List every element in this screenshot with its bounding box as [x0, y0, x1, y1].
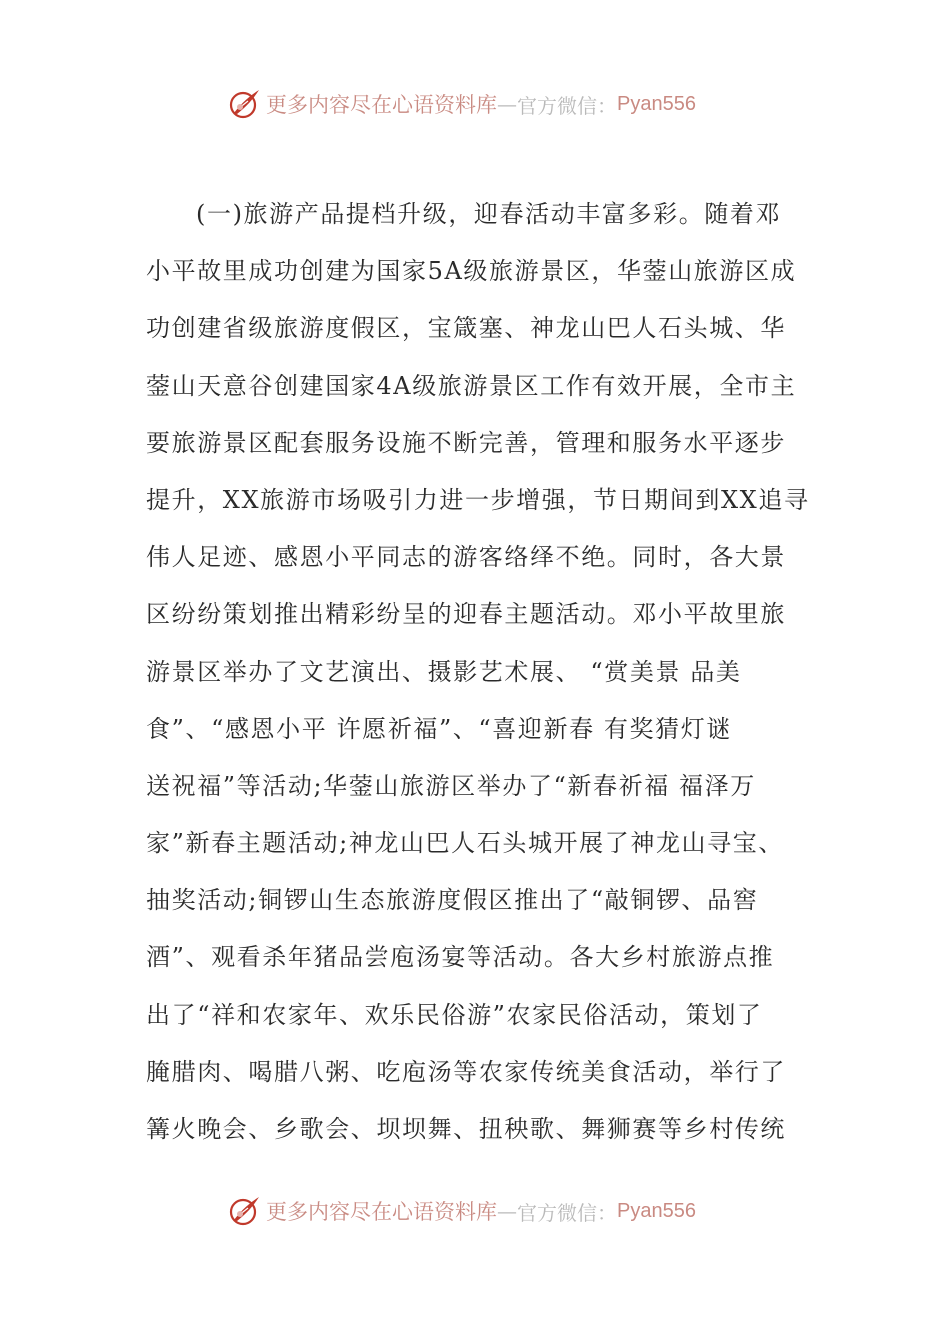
text-line: 出了“祥和农家年、欢乐民俗游”农家民俗活动，策划了: [146, 1000, 763, 1029]
watermark-main-text: 更多内容尽在心语资料库: [266, 93, 497, 117]
watermark-main-text: 更多内容尽在心语资料库: [266, 1200, 497, 1224]
watermark-wechat-id: Pyan556: [617, 1199, 696, 1222]
document-body: [146, 186, 810, 1158]
text-line: 区纷纷策划推出精彩纷呈的迎春主题活动。邓小平故里旅: [146, 600, 786, 629]
text-line: 蓥山天意谷创建国家4A级旅游景区工作有效开展，全市主: [146, 371, 797, 400]
text-line: 酒”、观看杀年猪品尝庖汤宴等活动。各大乡村旅游点推: [146, 943, 775, 972]
text-line: 送祝福”等活动;华蓥山旅游区举办了“新春祈福 福泽万: [146, 771, 756, 800]
quill-logo-icon: [228, 1194, 262, 1228]
text-line: 提升，XX旅游市场吸引力进一步增强，节日期间到XX追寻: [146, 485, 810, 514]
watermark-sub-text: 官方微信：: [517, 1200, 617, 1225]
watermark-sub-text: 官方微信：: [517, 93, 617, 118]
text-line: 抽奖活动;铜锣山生态旅游度假区推出了“敲铜锣、品窖: [146, 886, 759, 915]
text-line: 食”、“感恩小平 许愿祈福”、“喜迎新春 有奖猜灯谜: [146, 714, 732, 743]
watermark-header: [228, 84, 696, 124]
text-line: 篝火晚会、乡歌会、坝坝舞、扭秧歌、舞狮赛等乡村传统: [146, 1115, 786, 1143]
watermark-footer: [228, 1191, 696, 1231]
text-line: 要旅游景区配套服务设施不断完善，管理和服务水平逐步: [146, 428, 786, 457]
watermark-dash: —: [497, 1199, 517, 1223]
text-line: 伟人足迹、感恩小平同志的游客络绎不绝。同时，各大景: [146, 543, 786, 572]
text-line: 功创建省级旅游度假区，宝箴塞、神龙山巴人石头城、华: [146, 314, 786, 343]
text-line: 游景区举办了文艺演出、摄影艺术展、 “赏美景 品美: [146, 657, 742, 686]
text-line: 家”新春主题活动;神龙山巴人石头城开展了神龙山寻宝、: [146, 829, 784, 858]
text-line: (一)旅游产品提档升级，迎春活动丰富多彩。随着邓: [196, 200, 782, 228]
watermark-dash: —: [497, 92, 517, 116]
text-line: 小平故里成功创建为国家5A级旅游景区，华蓥山旅游区成: [146, 257, 797, 286]
watermark-wechat-id: Pyan556: [617, 92, 696, 115]
quill-logo-icon: [228, 87, 262, 121]
text-line: 腌腊肉、喝腊八粥、吃庖汤等农家传统美食活动，举行了: [146, 1057, 786, 1086]
